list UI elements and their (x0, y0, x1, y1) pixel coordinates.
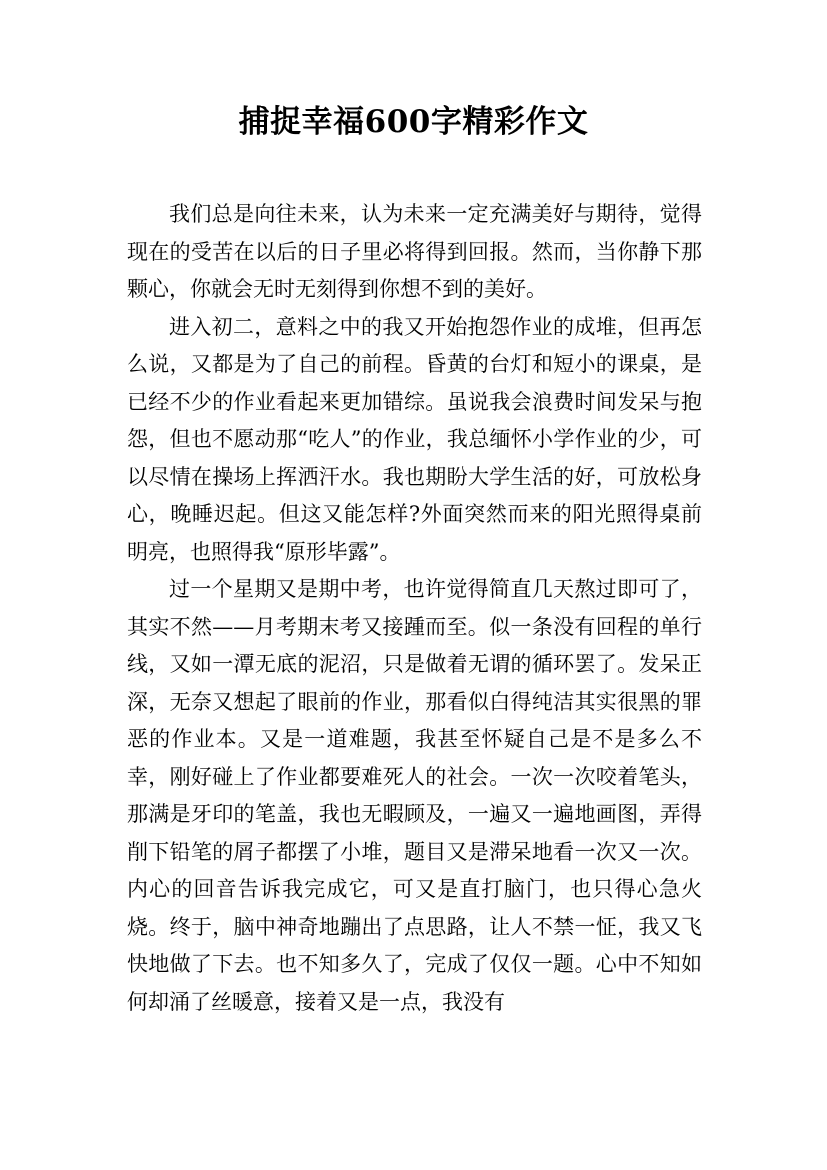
document-title: 捕捉幸福600字精彩作文 (238, 104, 589, 140)
document-body (127, 196, 702, 1021)
paragraph-2: 进入初二，意料之中的我又开始抱怨作业的成堆，但再怎么说，又都是为了自己的前程。昏黄的台灯和短小的课桌，是已经不少的作业看起来更加错综。虽说我会浪费时间发呆与抱怨，但也不愿动那“吃人”的作业，我总缅怀小学作业的少，可以尽情在操场上挥洒汗水。我也期盼大学生活的好，可放松身心，晚睡迟起。但这又能怎样?外面突然而来的阳光照得桌前明亮，也照得我“原形毕露”。 (127, 314, 702, 564)
paragraph-1: 我们总是向往未来，认为未来一定充满美好与期待，觉得现在的受苦在以后的日子里必将得到回报。然而，当你静下那颗心，你就会无时无刻得到你想不到的美好。 (127, 202, 702, 301)
paragraph-3: 过一个星期又是期中考，也许觉得简直几天熬过即可了，其实不然——月考期末考又接踵而至。似一条没有回程的单行线，又如一潭无底的泥沼，只是做着无谓的循环罢了。发呆正深，无奈又想起了眼前的作业，那看似白得纯洁其实很黑的罪恶的作业本。又是一道难题，我甚至怀疑自己是不是多么不幸，刚好碰上了作业都要难死人的社会。一次一次咬着笔头，那满是牙印的笔盖，我也无暇顾及，一遍又一遍地画图，弄得削下铅笔的屑子都摆了小堆，题目又是滞呆地看一次又一次。内心的回音告诉我完成它，可又是直打脑门，也只得心急火烧。终于，脑中神奇地蹦出了点思路，让人不禁一怔，我又飞快地做了下去。也不知多久了，完成了仅仅一题。心中不知如何却涌了丝暖意，接着又是一点，我没有 (127, 577, 702, 1014)
